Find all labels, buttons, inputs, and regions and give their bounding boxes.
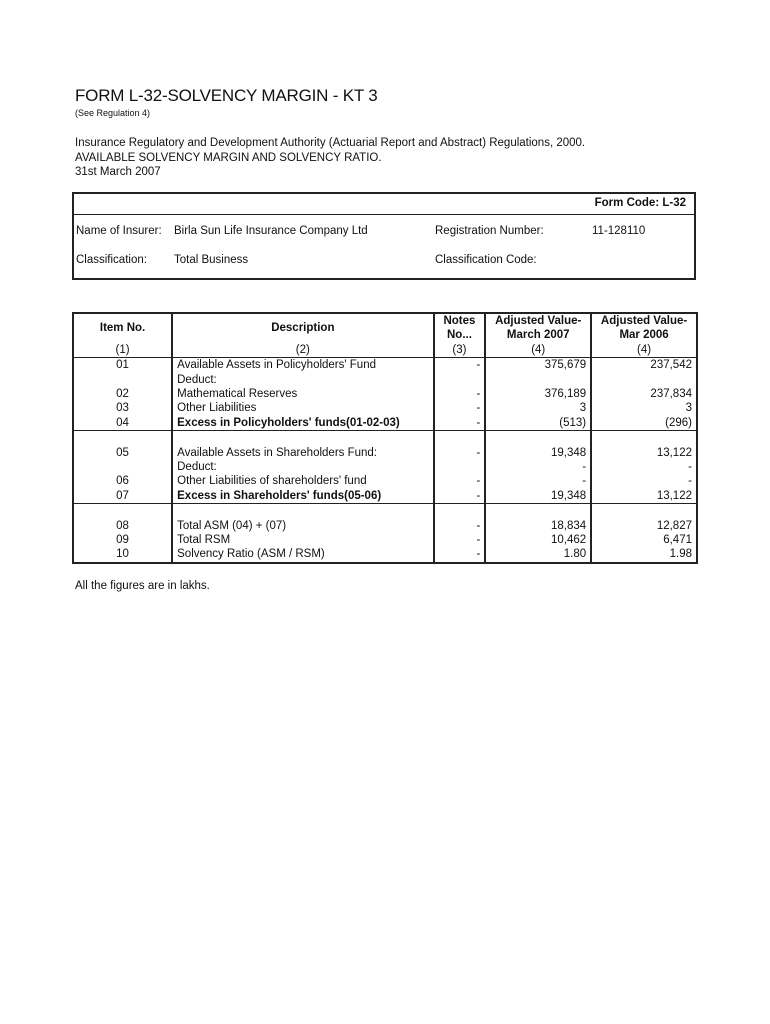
value-2006: [591, 504, 697, 519]
item-no: 01: [73, 358, 172, 373]
notes: [434, 431, 486, 446]
value-2007: -: [485, 460, 591, 474]
classification-label: Classification:: [76, 254, 147, 266]
description: [172, 504, 433, 519]
notes: [434, 504, 486, 519]
table-header-row: [73, 313, 697, 328]
description: Total ASM (04) + (07): [172, 519, 433, 533]
value-2006: 6,471: [663, 534, 692, 547]
column-number: (4): [591, 343, 697, 358]
notes: [434, 373, 486, 387]
insurer-value: Birla Sun Life Insurance Company Ltd: [174, 225, 368, 237]
notes: [434, 460, 486, 474]
value-2006: (296): [591, 416, 697, 431]
value-2007: 3: [485, 401, 591, 415]
description: Excess in Shareholders' funds(05-06): [172, 489, 433, 504]
form-code-divider: [74, 214, 694, 215]
table-row: [73, 373, 697, 387]
item-no: 08: [73, 519, 172, 533]
classification-value: Total Business: [174, 254, 249, 266]
registration-label: Registration Number:: [435, 225, 544, 237]
table-row-spacer: [73, 504, 697, 519]
figures-note: All the figures are in lakhs.: [75, 580, 210, 592]
table-row: [73, 358, 697, 373]
value-2006: -: [688, 461, 692, 474]
value-2006: 1.98: [669, 548, 692, 561]
column-number: (1): [73, 343, 172, 358]
description: Available Assets in Policyholders' Fund: [172, 358, 433, 373]
value-2006: 13,122: [656, 446, 692, 459]
header-notes-line2: No...: [434, 328, 486, 342]
item-no: 04: [73, 416, 172, 431]
notes: -: [434, 358, 486, 373]
description: Available Assets in Shareholders Fund:: [172, 446, 433, 460]
table-row: [73, 446, 697, 460]
description: Deduct:: [172, 460, 433, 474]
header-adj-2006-line1: Adjusted Value-: [600, 315, 688, 327]
table-row: [73, 460, 697, 474]
value-2007: 19,348: [485, 489, 591, 504]
value-2006: 237,542: [650, 359, 692, 372]
notes: -: [434, 401, 486, 415]
header-notes-line1: Notes: [434, 313, 486, 328]
item-no: 03: [73, 401, 172, 415]
description: Other Liabilities of shareholders' fund: [172, 474, 433, 488]
intro-line-heading: AVAILABLE SOLVENCY MARGIN AND SOLVENCY RATIO.: [75, 151, 382, 164]
solvency-table: [72, 312, 698, 564]
value-2007: (513): [485, 416, 591, 431]
column-number: (4): [485, 343, 591, 358]
table-row: [73, 387, 697, 401]
item-no: 09: [73, 533, 172, 547]
item-no: 05: [73, 446, 172, 460]
value-2006: [591, 373, 697, 387]
registration-value: 11-128110: [592, 225, 646, 237]
item-no: [73, 504, 172, 519]
value-2007: [485, 431, 591, 446]
description: Excess in Policyholders' funds(01-02-03): [172, 416, 433, 431]
table-row-spacer: [73, 431, 697, 446]
header-description: Description: [172, 313, 433, 343]
item-no: [73, 373, 172, 387]
table-row: [73, 416, 697, 431]
description: Other Liabilities: [172, 401, 433, 415]
item-no: [73, 431, 172, 446]
notes: -: [434, 474, 486, 488]
form-title: FORM L-32-SOLVENCY MARGIN - KT 3: [75, 86, 378, 105]
value-2007: 19,348: [485, 446, 591, 460]
value-2006: 12,827: [656, 519, 692, 532]
table-row: [73, 474, 697, 488]
value-2007: 18,834: [485, 519, 591, 533]
notes: -: [434, 533, 486, 547]
intro-line-regulations: Insurance Regulatory and Development Authority (Actuarial Report and Abstract) Regulations, 2000.: [75, 137, 586, 149]
item-no: 07: [73, 489, 172, 504]
classification-code-label: Classification Code:: [435, 254, 537, 266]
description: Solvency Ratio (ASM / RSM): [172, 547, 433, 562]
intro-line-date: 31st March 2007: [75, 166, 161, 178]
notes: -: [434, 489, 486, 504]
column-number: (3): [434, 343, 486, 358]
value-2006: 13,122: [591, 489, 697, 504]
value-2006: [591, 431, 697, 446]
value-2007: 376,189: [485, 387, 591, 401]
form-code: Form Code: L-32: [594, 197, 686, 209]
value-2007: 1.80: [485, 547, 591, 562]
column-number: (2): [172, 343, 433, 358]
notes: -: [434, 416, 486, 431]
value-2007: 10,462: [485, 533, 591, 547]
notes: -: [434, 547, 486, 562]
item-no: [73, 460, 172, 474]
header-adj-2006-line2: Mar 2006: [619, 329, 669, 342]
table-row: [73, 489, 697, 504]
description: Mathematical Reserves: [172, 387, 433, 401]
value-2007: [485, 504, 591, 519]
item-no: 06: [73, 474, 172, 488]
description: Deduct:: [172, 373, 433, 387]
notes: -: [434, 387, 486, 401]
table-row: [73, 533, 697, 547]
header-adj-2007-line1: Adjusted Value-: [485, 313, 591, 328]
item-no: 02: [73, 387, 172, 401]
value-2007: 375,679: [485, 358, 591, 373]
item-no: 10: [73, 547, 172, 562]
value-2006: 3: [685, 402, 692, 415]
column-number-row: [73, 343, 697, 358]
table-row: [73, 401, 697, 415]
value-2007: [485, 373, 591, 387]
value-2007: -: [485, 474, 591, 488]
header-adj-2007-line2: March 2007: [485, 328, 591, 342]
header-item-no: Item No.: [73, 313, 172, 343]
notes: -: [434, 519, 486, 533]
notes: -: [434, 446, 486, 460]
regulation-reference: (See Regulation 4): [75, 108, 151, 118]
table-row: [73, 519, 697, 533]
description: [172, 431, 433, 446]
table-row: [73, 547, 697, 562]
insurer-info-box: [72, 192, 696, 280]
insurer-label: Name of Insurer:: [76, 225, 162, 237]
intro-block: [75, 136, 585, 180]
value-2006: -: [688, 475, 692, 488]
description: Total RSM: [172, 533, 433, 547]
value-2006: 237,834: [650, 388, 692, 401]
